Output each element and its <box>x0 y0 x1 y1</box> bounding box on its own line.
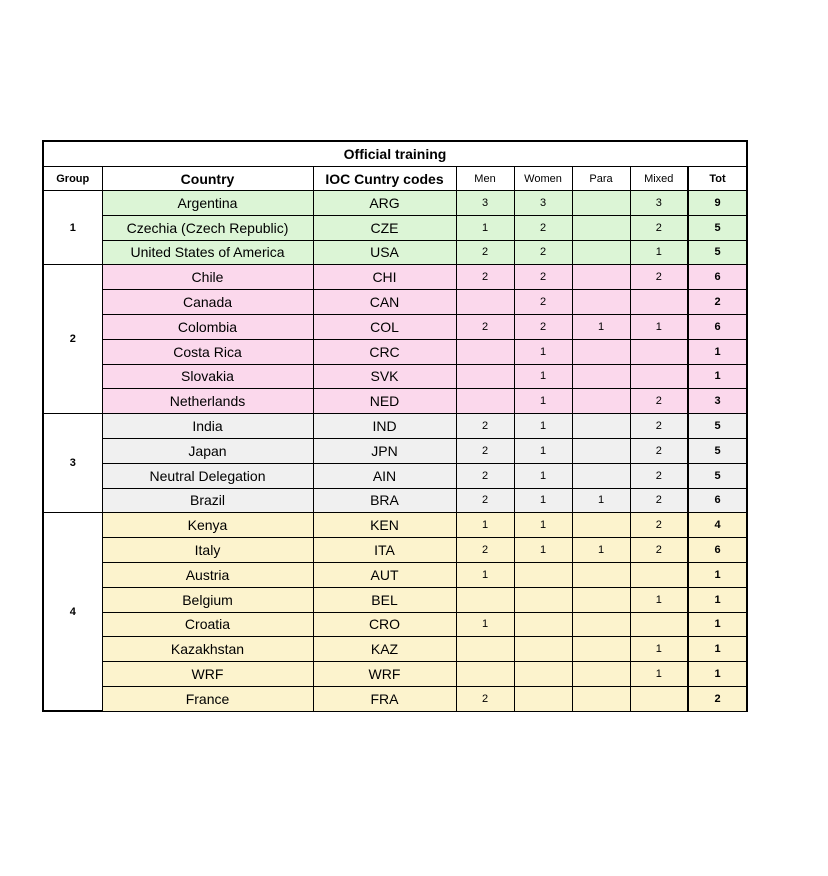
men-cell <box>456 587 514 612</box>
mixed-cell <box>630 290 688 315</box>
header-country: Country <box>102 167 313 191</box>
table-title: Official training <box>43 141 747 167</box>
country-cell: Belgium <box>102 587 313 612</box>
country-cell: Neutral Delegation <box>102 463 313 488</box>
table-row <box>43 314 747 339</box>
tot-cell: 1 <box>688 364 747 389</box>
women-cell: 1 <box>514 339 572 364</box>
code-cell: CRO <box>313 612 456 637</box>
country-cell: Czechia (Czech Republic) <box>102 215 313 240</box>
code-cell: IND <box>313 414 456 439</box>
men-cell: 2 <box>456 686 514 711</box>
tot-cell: 4 <box>688 513 747 538</box>
tot-cell: 1 <box>688 562 747 587</box>
table-row <box>43 488 747 513</box>
women-cell <box>514 612 572 637</box>
country-cell: WRF <box>102 662 313 687</box>
women-cell: 1 <box>514 438 572 463</box>
women-cell <box>514 637 572 662</box>
code-cell: AUT <box>313 562 456 587</box>
men-cell: 2 <box>456 414 514 439</box>
code-cell: KAZ <box>313 637 456 662</box>
men-cell: 2 <box>456 240 514 265</box>
para-cell <box>572 191 630 216</box>
women-cell: 2 <box>514 290 572 315</box>
code-cell: CHI <box>313 265 456 290</box>
men-cell <box>456 662 514 687</box>
table-row <box>43 513 747 538</box>
women-cell: 1 <box>514 364 572 389</box>
country-cell: Costa Rica <box>102 339 313 364</box>
code-cell: BEL <box>313 587 456 612</box>
para-cell <box>572 389 630 414</box>
table-row <box>43 290 747 315</box>
tot-cell: 5 <box>688 240 747 265</box>
code-cell: SVK <box>313 364 456 389</box>
para-cell <box>572 414 630 439</box>
country-cell: Slovakia <box>102 364 313 389</box>
women-cell: 1 <box>514 488 572 513</box>
women-cell: 2 <box>514 265 572 290</box>
women-cell <box>514 686 572 711</box>
mixed-cell: 1 <box>630 587 688 612</box>
men-cell: 2 <box>456 314 514 339</box>
header-tot: Tot <box>688 167 747 191</box>
mixed-cell: 2 <box>630 488 688 513</box>
men-cell <box>456 637 514 662</box>
tot-cell: 9 <box>688 191 747 216</box>
table-row <box>43 538 747 563</box>
women-cell: 2 <box>514 215 572 240</box>
tot-cell: 6 <box>688 314 747 339</box>
mixed-cell: 1 <box>630 662 688 687</box>
code-cell: USA <box>313 240 456 265</box>
table-row <box>43 191 747 216</box>
tot-cell: 1 <box>688 637 747 662</box>
para-cell <box>572 265 630 290</box>
code-cell: JPN <box>313 438 456 463</box>
tot-cell: 1 <box>688 339 747 364</box>
men-cell: 1 <box>456 513 514 538</box>
women-cell: 1 <box>514 538 572 563</box>
group-label: 3 <box>43 414 102 513</box>
code-cell: WRF <box>313 662 456 687</box>
tot-cell: 1 <box>688 612 747 637</box>
table-row <box>43 215 747 240</box>
tot-cell: 5 <box>688 414 747 439</box>
official-training-table <box>42 140 748 712</box>
mixed-cell <box>630 339 688 364</box>
header-women: Women <box>514 167 572 191</box>
men-cell <box>456 339 514 364</box>
country-cell: Kenya <box>102 513 313 538</box>
men-cell: 2 <box>456 438 514 463</box>
code-cell: ARG <box>313 191 456 216</box>
header-men: Men <box>456 167 514 191</box>
country-cell: India <box>102 414 313 439</box>
country-cell: United States of America <box>102 240 313 265</box>
tot-cell: 1 <box>688 662 747 687</box>
para-cell <box>572 290 630 315</box>
men-cell: 1 <box>456 612 514 637</box>
para-cell: 1 <box>572 488 630 513</box>
code-cell: NED <box>313 389 456 414</box>
table-row <box>43 637 747 662</box>
women-cell: 1 <box>514 463 572 488</box>
table-row <box>43 612 747 637</box>
para-cell <box>572 463 630 488</box>
para-cell <box>572 215 630 240</box>
table-row <box>43 265 747 290</box>
table-row <box>43 587 747 612</box>
country-cell: Brazil <box>102 488 313 513</box>
code-cell: COL <box>313 314 456 339</box>
women-cell: 1 <box>514 513 572 538</box>
tot-cell: 3 <box>688 389 747 414</box>
tot-cell: 5 <box>688 463 747 488</box>
men-cell: 1 <box>456 215 514 240</box>
country-cell: France <box>102 686 313 711</box>
men-cell: 2 <box>456 488 514 513</box>
mixed-cell <box>630 686 688 711</box>
para-cell <box>572 438 630 463</box>
tot-cell: 5 <box>688 438 747 463</box>
mixed-cell: 2 <box>630 414 688 439</box>
men-cell: 3 <box>456 191 514 216</box>
country-cell: Colombia <box>102 314 313 339</box>
para-cell <box>572 364 630 389</box>
mixed-cell <box>630 364 688 389</box>
mixed-cell: 1 <box>630 314 688 339</box>
code-cell: ITA <box>313 538 456 563</box>
table-row <box>43 364 747 389</box>
code-cell: AIN <box>313 463 456 488</box>
header-group: Group <box>43 167 102 191</box>
code-cell: CZE <box>313 215 456 240</box>
country-cell: Austria <box>102 562 313 587</box>
men-cell <box>456 290 514 315</box>
mixed-cell: 2 <box>630 513 688 538</box>
men-cell <box>456 389 514 414</box>
women-cell <box>514 562 572 587</box>
men-cell <box>456 364 514 389</box>
country-cell: Kazakhstan <box>102 637 313 662</box>
country-cell: Italy <box>102 538 313 563</box>
women-cell: 3 <box>514 191 572 216</box>
women-cell <box>514 662 572 687</box>
men-cell: 2 <box>456 463 514 488</box>
para-cell: 1 <box>572 314 630 339</box>
country-cell: Chile <box>102 265 313 290</box>
mixed-cell <box>630 562 688 587</box>
header-code: IOC Cuntry codes <box>313 167 456 191</box>
para-cell: 1 <box>572 538 630 563</box>
mixed-cell: 2 <box>630 215 688 240</box>
header-para: Para <box>572 167 630 191</box>
para-cell <box>572 637 630 662</box>
women-cell <box>514 587 572 612</box>
para-cell <box>572 587 630 612</box>
table-row <box>43 438 747 463</box>
table-row <box>43 463 747 488</box>
mixed-cell: 2 <box>630 463 688 488</box>
tot-cell: 2 <box>688 290 747 315</box>
men-cell: 2 <box>456 538 514 563</box>
group-label: 2 <box>43 265 102 414</box>
men-cell: 1 <box>456 562 514 587</box>
country-cell: Argentina <box>102 191 313 216</box>
header-row <box>43 167 747 191</box>
country-cell: Canada <box>102 290 313 315</box>
mixed-cell: 3 <box>630 191 688 216</box>
mixed-cell: 1 <box>630 240 688 265</box>
para-cell <box>572 240 630 265</box>
para-cell <box>572 562 630 587</box>
para-cell <box>572 513 630 538</box>
tot-cell: 6 <box>688 265 747 290</box>
header-mixed: Mixed <box>630 167 688 191</box>
tot-cell: 1 <box>688 587 747 612</box>
para-cell <box>572 662 630 687</box>
mixed-cell <box>630 612 688 637</box>
women-cell: 2 <box>514 314 572 339</box>
table-row <box>43 662 747 687</box>
mixed-cell: 2 <box>630 538 688 563</box>
mixed-cell: 2 <box>630 265 688 290</box>
code-cell: KEN <box>313 513 456 538</box>
code-cell: FRA <box>313 686 456 711</box>
code-cell: CAN <box>313 290 456 315</box>
women-cell: 1 <box>514 414 572 439</box>
table-row <box>43 562 747 587</box>
group-label: 4 <box>43 513 102 711</box>
group-label: 1 <box>43 191 102 265</box>
table-row <box>43 339 747 364</box>
men-cell: 2 <box>456 265 514 290</box>
tot-cell: 5 <box>688 215 747 240</box>
tot-cell: 6 <box>688 538 747 563</box>
title-row <box>43 141 747 167</box>
code-cell: CRC <box>313 339 456 364</box>
mixed-cell: 2 <box>630 438 688 463</box>
country-cell: Japan <box>102 438 313 463</box>
women-cell: 2 <box>514 240 572 265</box>
para-cell <box>572 612 630 637</box>
para-cell <box>572 339 630 364</box>
mixed-cell: 2 <box>630 389 688 414</box>
para-cell <box>572 686 630 711</box>
table-row <box>43 686 747 711</box>
table-row <box>43 240 747 265</box>
mixed-cell: 1 <box>630 637 688 662</box>
table-row <box>43 414 747 439</box>
country-cell: Netherlands <box>102 389 313 414</box>
tot-cell: 2 <box>688 686 747 711</box>
women-cell: 1 <box>514 389 572 414</box>
country-cell: Croatia <box>102 612 313 637</box>
table-row <box>43 389 747 414</box>
code-cell: BRA <box>313 488 456 513</box>
tot-cell: 6 <box>688 488 747 513</box>
